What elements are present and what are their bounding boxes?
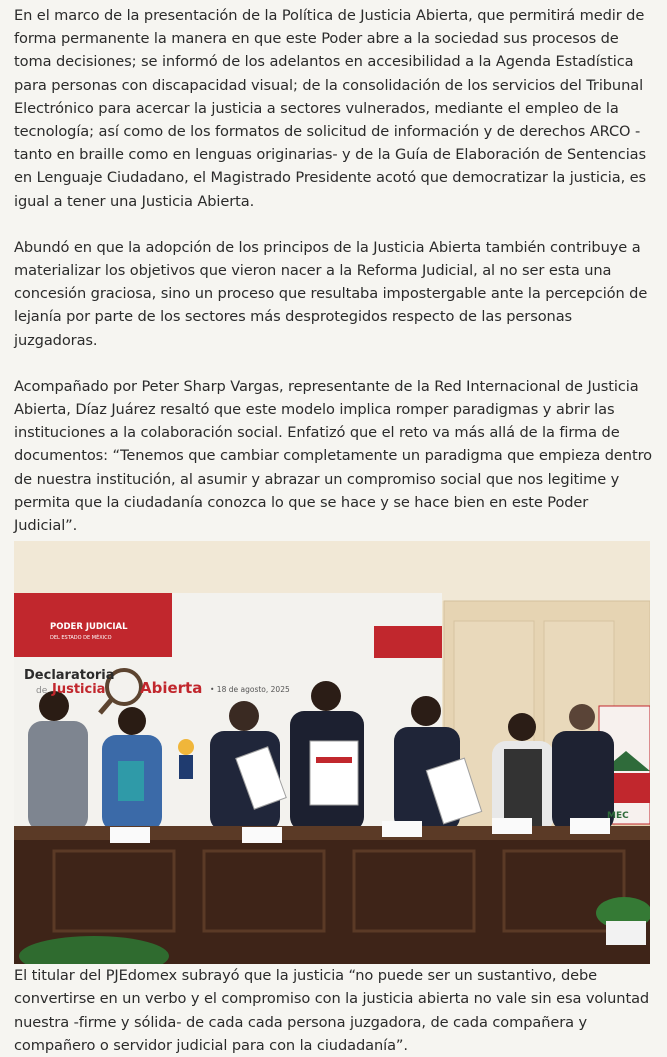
photo-caption: El titular del PJEdomex subrayó que la justicia “no puede ser un sustantivo, debe convertirse en un verbo y el compromiso con la justicia abierta no vale sin esa voluntad nuestra -firme y sólida- de cada cada persona juzgadora, de cada compañera y compañero o servidor judicial para con la ciudadanía”. [14,967,650,1054]
banner-org: PODER JUDICIAL [50,622,128,633]
banner-title-3: Abierta [140,679,203,698]
article-paragraph-1: En el marco de la presentación de la Política de Justicia Abierta, que permitirá medir de forma permanente la manera en que este Poder abre a la sociedad sus procesos de toma decisiones; se informó de los adelantos en accesibilidad a la Agenda Estadística para personas con discapacidad visual; de la consolidación de los servicios del Tribunal Electrónico para acercar la justicia a sectores vulnerados, mediante el empleo de la tecnología; así como de los formatos de solicitud de información y de derechos ARCO - tanto en braille como en lenguas originarias- y de la Guía de Elaboración de Sentencias en Lenguaje Ciudadano, el Magistrado Presidente acotó que democratizar la justicia, es igual a tener una Justicia Abierta. [14,7,647,210]
banner-date: • 18 de agosto, 2025 [210,685,290,695]
banner-org-sub: DEL ESTADO DE MÉXICO [50,635,112,642]
event-photo-scene [14,541,650,964]
event-photo [14,541,650,964]
article-paragraph-3: Acompañado por Peter Sharp Vargas, representante de la Red Internacional de Justicia Abierta, Díaz Juárez resaltó que este modelo implica romper paradigmas y abrir las instituciones a la colaboración social. Enfatizó que el reto va más allá de la firma de documentos: “Tenemos que cambiar completamente un paradigma que empieza dentro de nuestra institución, al asumir y abrazar un compromiso social que nos legitime y permita que la ciudadanía conozca lo que se hace y se hace bien en este Poder Judicial”. [14,377,652,535]
side-banner-text: MEC [607,811,629,822]
banner-title-2b: Justicia [52,682,106,698]
article-paragraph-2: Abundó en que la adopción de los principos de la Justicia Abierta también contribuye a materializar los objetivos que vieron nacer a la Reforma Judicial, al no ser esta una concesión graciosa, sino un proceso que resultaba impostergable ante la percepción de lejanía por parte de los sectores más desprotegidos respecto de las personas juzgadoras. [14,238,648,349]
banner-title-2a: de [36,686,48,697]
banner-title-1: Declaratoria [24,668,115,684]
